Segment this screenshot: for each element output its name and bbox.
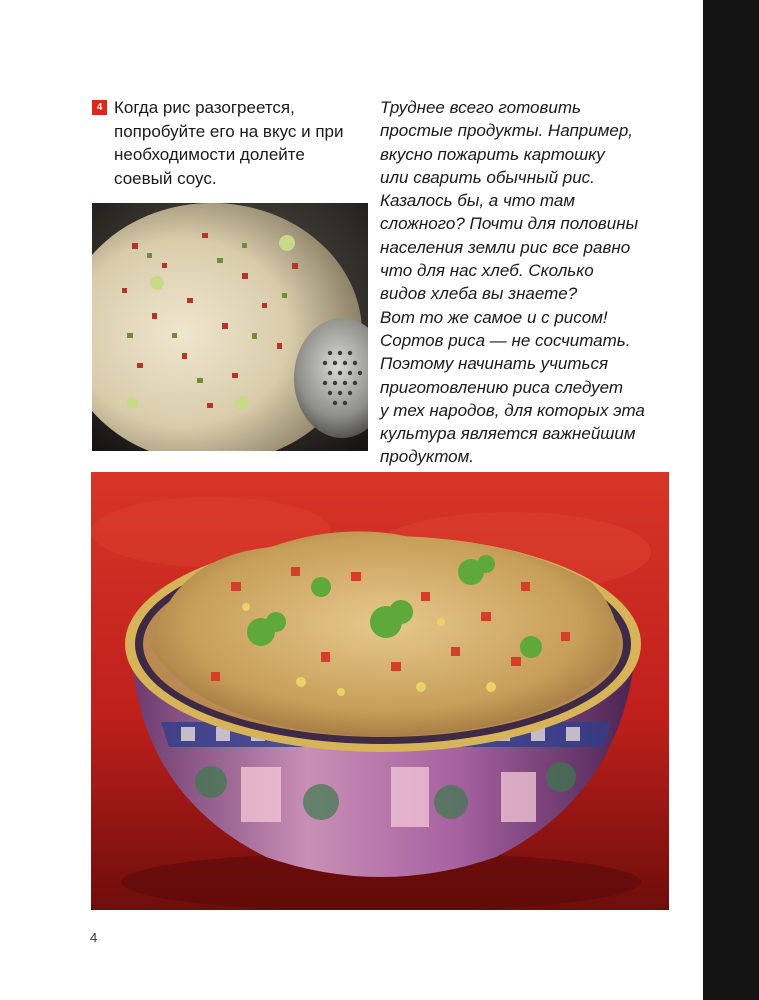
quote-line: у тех народов, для которых эта bbox=[380, 400, 645, 420]
page-number: 4 bbox=[90, 930, 98, 945]
page-edge-band bbox=[703, 0, 759, 1000]
step-text: Когда рис разогреется, попробуйте его на вкус и при необходимости долейте соевый соус. bbox=[114, 98, 344, 188]
quote-line: населения земли рис все равно bbox=[380, 237, 631, 257]
quote-line: Сортов риса — не сосчитать. bbox=[380, 330, 631, 350]
quote-line: Вот то же самое и с рисом! bbox=[380, 307, 608, 327]
quote-line: продуктом. bbox=[380, 447, 474, 467]
step-number-badge: 4 bbox=[92, 100, 107, 115]
quote-line: сложного? Почти для половины bbox=[380, 214, 639, 234]
quote-line: или сварить обычный рис. bbox=[380, 167, 595, 187]
quote-line: простые продукты. Например, bbox=[380, 121, 634, 141]
intro-quote bbox=[380, 96, 680, 469]
quote-line: Поэтому начинать учиться bbox=[380, 354, 609, 374]
step-4 bbox=[92, 96, 352, 190]
quote-line: Казалось бы, а что там bbox=[380, 191, 576, 211]
quote-line: вкусно пожарить картошку bbox=[380, 144, 605, 164]
bowl-rice-photo bbox=[91, 472, 669, 910]
quote-line: видов хлеба вы знаете? bbox=[380, 284, 578, 304]
quote-line: Труднее всего готовить bbox=[380, 98, 581, 117]
quote-line: приготовлению риса следует bbox=[380, 377, 624, 397]
wok-rice-photo bbox=[92, 203, 368, 451]
quote-line: культура является важнейшим bbox=[380, 424, 636, 444]
quote-line: что для нас хлеб. Сколько bbox=[380, 261, 594, 281]
